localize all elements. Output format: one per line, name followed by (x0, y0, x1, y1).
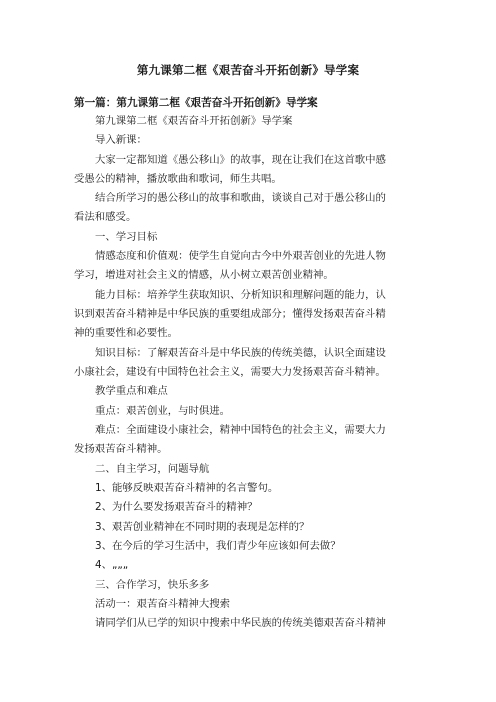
document-title: 第九课第二框《艰苦奋斗开拓创新》导学案 (136, 63, 360, 77)
paragraph-line: 发扬艰苦奋斗精神。 (74, 443, 168, 455)
paragraph-line: 结合所学习的愚公移山的故事和歌曲，谈谈自己对于愚公移山的 (95, 192, 386, 204)
paragraph-line: 重点：艰苦创业，与时俱进。 (95, 405, 231, 417)
paragraph-line: 3、在今后的学习生活中，我们青少年应该如何去做？ (95, 540, 341, 552)
paragraph-line: 情感态度和价值观：使学生自觉向古今中外艰苦创业的先进人物 (95, 250, 386, 262)
paragraph-line: 二、自主学习，问题导航 (95, 463, 210, 475)
paragraph-line: 小康社会，建设有中国特色社会主义，需要大力发扬艰苦奋斗精神。 (74, 366, 386, 378)
paragraph-line: 活动一：艰苦奋斗精神大搜索 (95, 598, 231, 610)
paragraph-line: 神的重要性和必要性。 (74, 327, 178, 339)
paragraph-line: 1、能够反映艰苦奋斗精神的名言警句。 (95, 482, 279, 494)
paragraph-line: 4、„„„ (95, 559, 129, 571)
paragraph-line: 三、合作学习，快乐多多 (95, 579, 210, 591)
section-heading: 第一篇：第九课第二框《艰苦奋斗开拓创新》导学案 (74, 97, 318, 109)
paragraph-line: 第九课第二框《艰苦奋斗开拓创新》导学案 (95, 115, 293, 127)
paragraph-line: 能力目标：培养学生获取知识、分析知识和理解问题的能力，认 (95, 289, 386, 301)
paragraph-line: 教学重点和难点 (95, 385, 168, 397)
paragraph-line: 3、艰苦创业精神在不同时期的表现是怎样的？ (95, 521, 310, 533)
paragraph-line: 学习，增进对社会主义的情感，从小树立艰苦创业精神。 (74, 269, 334, 281)
paragraph-line: 知识目标：了解艰苦奋斗是中华民族的传统美德，认识全面建设 (95, 347, 386, 359)
paragraph-line: 2、为什么要发扬艰苦奋斗的精神？ (95, 501, 258, 513)
paragraph-line: 看法和感受。 (74, 211, 137, 223)
paragraph-line: 大家一定都知道《愚公移山》的故事，现在让我们在这首歌中感 (95, 154, 386, 166)
paragraph-line: 请同学们从已学的知识中搜索中华民族的传统美德艰苦奋斗精神 (95, 617, 386, 629)
paragraph-line: 受愚公的精神，播放歌曲和歌词，师生共唱。 (74, 173, 282, 185)
paragraph-line: 一、学习目标 (95, 231, 158, 243)
paragraph-line: 导入新课： (95, 134, 147, 146)
paragraph-line: 识到艰苦奋斗精神是中华民族的重要组成部分；懂得发扬艰苦奋斗精 (74, 308, 386, 320)
paragraph-line: 难点：全面建设小康社会，精神中国特色的社会主义，需要大力 (95, 424, 386, 436)
